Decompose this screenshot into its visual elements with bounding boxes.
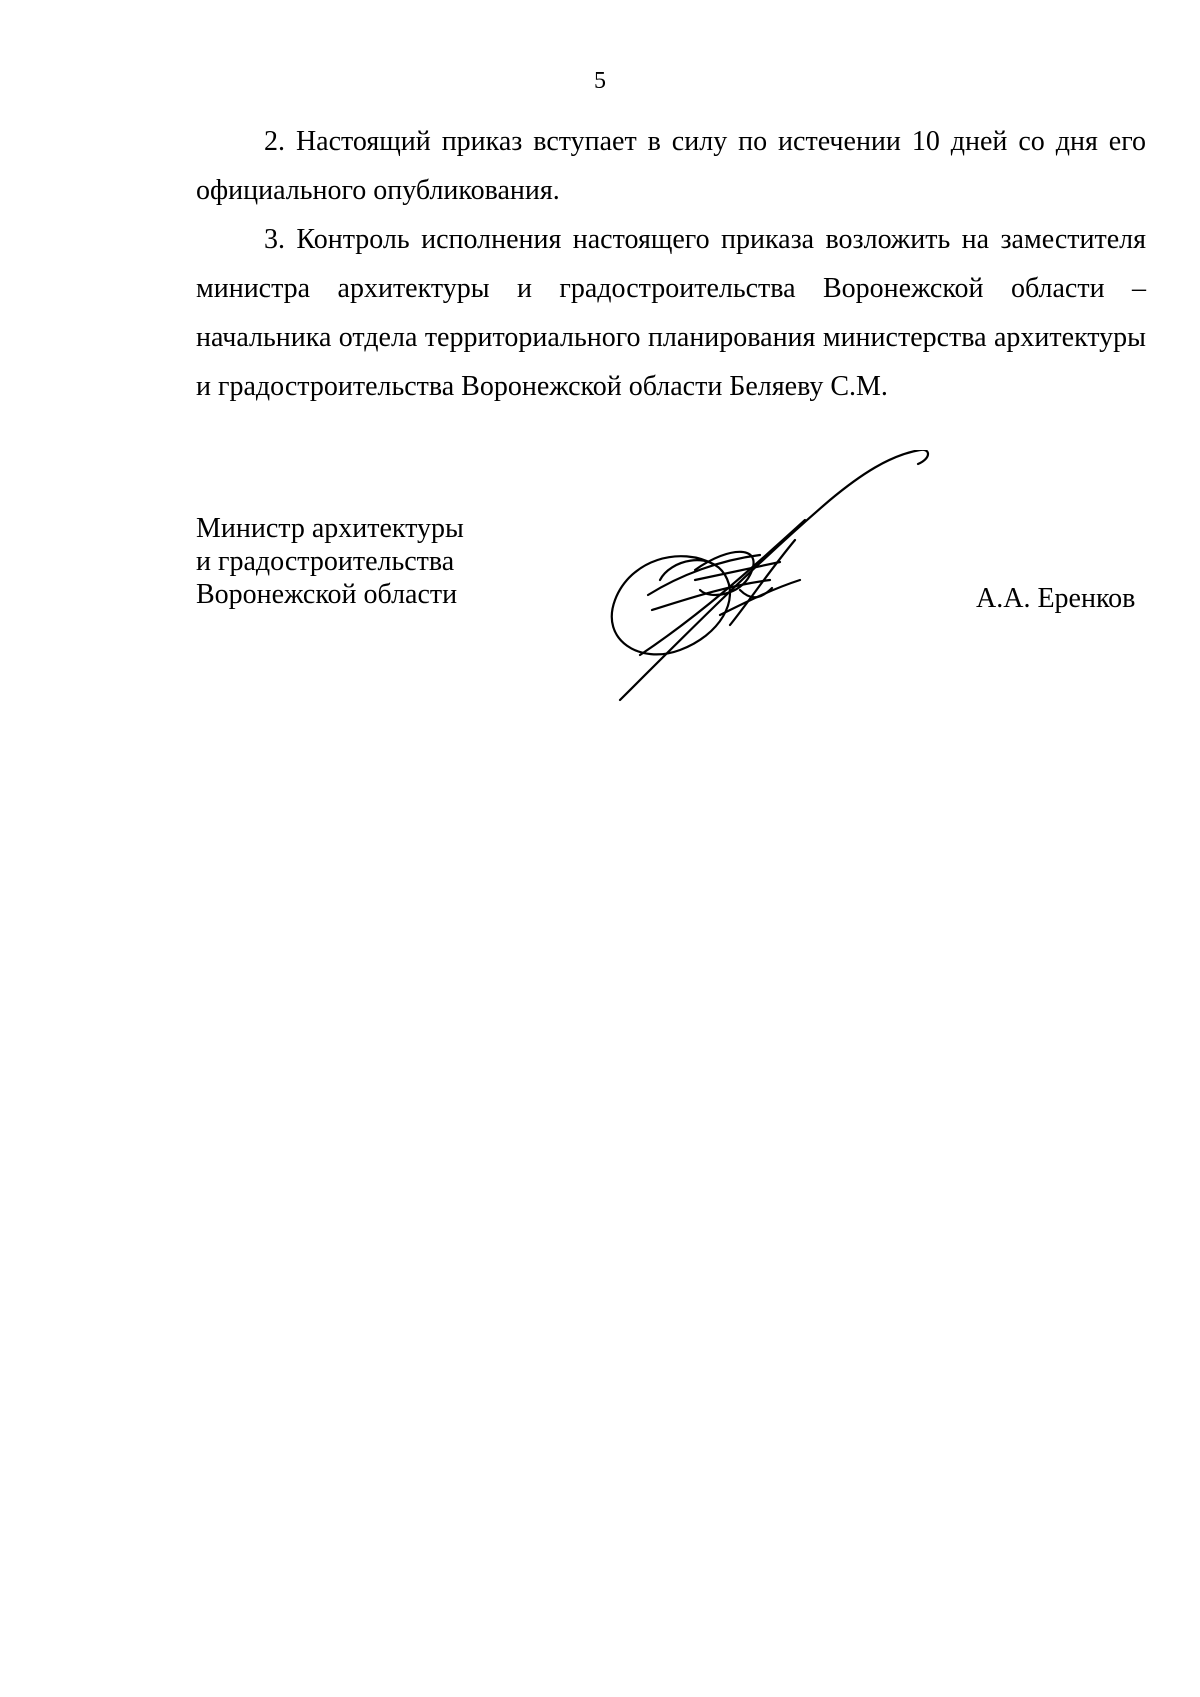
document-body <box>196 117 1146 411</box>
signatory-name: А.А. Еренков <box>976 583 1136 614</box>
signatory-title <box>196 512 464 611</box>
handwritten-signature <box>600 450 940 710</box>
signatory-title-line: и градостроительства <box>196 546 455 577</box>
paragraph-control: 3. Контроль исполнения настоящего приказа возложить на заместителя министра архитектуры и градостроительства Воронежской области – начальника отдела территориального планирования министерства архитектуры и градостроительства Воронежской области Беляеву С.М. <box>196 224 1146 402</box>
signatory-title-line: Министр архитектуры <box>196 513 464 544</box>
page-number: 5 <box>594 68 606 94</box>
signatory-title-line: Воронежской области <box>196 579 458 610</box>
paragraph-effective-date: 2. Настоящий приказ вступает в силу по истечении 10 дней со дня его официального опубликования. <box>196 126 1146 206</box>
